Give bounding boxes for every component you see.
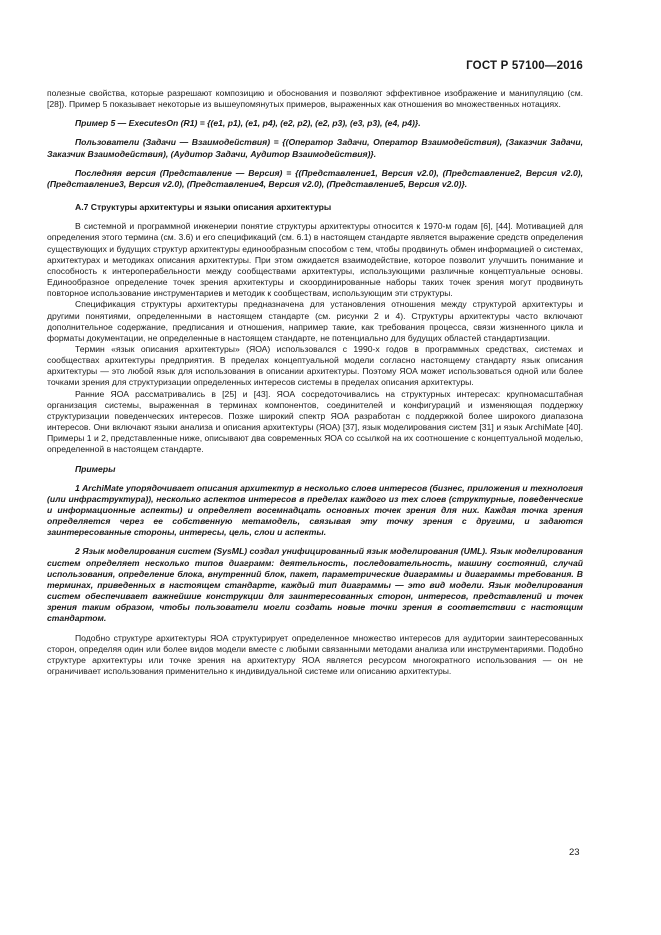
example-5-version: Последняя версия (Представление — Версия) = {(Представление1, Версия v2.0), (Представление2, Версия v2.0), (Представление3, Версия v2.0), (Представление4, Версия v2.0), (Представление5, Версия v2.0)}. xyxy=(47,167,583,189)
example-5-users: Пользователи (Задачи — Взаимодействия) = {(Оператор Задачи, Оператор Взаимодействия), (Заказчик Задачи, Заказчик Взаимодействия), (Аудитор Задачи, Аудитор Взаимодействия)}. xyxy=(47,137,583,159)
page-body xyxy=(47,88,583,677)
paragraph-adl-term: Термин «язык описания архитектуры» (ЯОА) использовался с 1990-х годов в программных средствах, системах и сообществах архитектуры предприятия. В пределах концептуальной модели согласно настоящему стандарту язык описания архитектуры — это любой язык для использования в описании архитектуры. Поэтому ЯОА может использоваться одной или более точками зрения для структуризации определенных интересов системы в пределах описания архитектуры. xyxy=(47,343,583,388)
paragraph-specification: Спецификация структуры архитектуры предназначена для установления отношения между структурой архитектуры и другими понятиями, определенными в настоящем стандарте (см. рисунки 2 и 4). Структуры архитектуры часто включают дополнительное содержание, предписания и отношения, например такие, как требования процесса, связи жизненного цикла и форматы документации, не определенные в настоящем стандарте, не потенциально для будущих областей стандартизации. xyxy=(47,299,583,343)
paragraph-intro: полезные свойства, которые разрешают композицию и обоснования и позволяют эффективное изображение и манипуляцию (см. [28]). Пример 5 показывает некоторые из вышеупомянутых примеров, выраженных как отношения во множественных нотациях. xyxy=(47,88,583,110)
paragraph-conclusion: Подобно структуре архитектуры ЯОА структурирует определенное множество интересов для аудитории заинтересованных сторон, определяя один или более видов модели вместе с любыми связанными методами анализа или инструментариями. Подобно структуре архитектуры или точке зрения на архитектуру ЯОА является ресурсом многократного использования — он не ограничивает использования применительно к индивидуальной системе или описанию архитектуры. xyxy=(47,632,583,677)
example-sysml: 2 Язык моделирования систем (SysML) создал унифицированный язык моделирования (UML). Язык моделирования систем определяет несколько типов диаграмм: деятельность, последовательность, машину состояний, случай использования, определение блока, внутренний блок, пакет, параметрические диаграммы и диаграммы требования. В терминах, приведенных в настоящем стандарте, каждый тип диаграммы — это вид модели. Язык моделирования систем обеспечивает важнейшие конструкции для заинтересованных сторон, интересов, представлений и точек зрения таким образом, чтобы пользователи могли создать новые точки зрения в соответствии с настоящим стандартом. xyxy=(47,546,583,624)
examples-heading: Примеры xyxy=(75,463,116,474)
standard-header: ГОСТ Р 57100—2016 xyxy=(466,60,583,72)
example-5: Пример 5 — ExecutesOn (R1) = {(e1, p1), (e1, p4), (e2, p2), (e2, p3), (e3, p3), (e4, p4)}. xyxy=(75,118,421,129)
page-number: 23 xyxy=(569,847,580,858)
paragraph-early-adl: Ранние ЯОА рассматривались в [25] и [43]. ЯОА сосредоточивались на структурных интересах: крупномасштабная организация системы, выраженная в терминах компонентов, соединителей и конфигураций и изменяющая поддержку структуризации поведенческих интересов. Позже широкий спектр ЯОА разработан с поддержкой более широкого диапазона интересов. Они включают языки анализа и описания архитектуры (ЯОА) [37], язык моделирования систем [31] и язык ArchiMate [40]. Примеры 1 и 2, представленные ниже, описывают два современных ЯОА со ссылкой на их соотношение с концептуальной моделью, определенной в настоящем стандарте. xyxy=(47,388,583,455)
paragraph-structures: В системной и программной инженерии понятие структуры архитектуры относится к 1970-м годам [6], [44]. Мотивацией для определения этого термина (см. 3.6) и его спецификаций (см. 6.1) в настоящем стандарте является выражение средств определения существующих и будущих структур архитектуры единообразным способом с тем, чтобы продвинуть обмен информацией о системах, архитектурах и методиках описания архитектуры. При этом ожидается взаимодействие, которое позволит улучшить понимание и способность к интероперабельности между сообществами архитектуры, использующими различные концептуальные основы. Единообразное определение точек зрения архитектуры и скоординированные наборы таких точек зрения могут продвинуть повторное использование инструментариев и методик к сообществам, использующим эти структуры. xyxy=(47,221,583,299)
section-heading-a7: А.7 Структуры архитектуры и языки описания архитектуры xyxy=(75,202,332,213)
example-archimate: 1 ArchiMate упорядочивает описания архитектур в несколько слоев интересов (бизнес, приложения и технология (или инфраструктура)), несколько аспектов интересов в пределах каждого из тех слоев (структурные, поведенческие и информационные аспекты) и определяет восемнадцать основных точек зрения для них. Каждая точка зрения определяется через ее собственную метамодель, связывая эту точку зрения с другими, и задаются заинтересованные стороны, интересы, цель, слои и аспекты. xyxy=(47,482,583,538)
